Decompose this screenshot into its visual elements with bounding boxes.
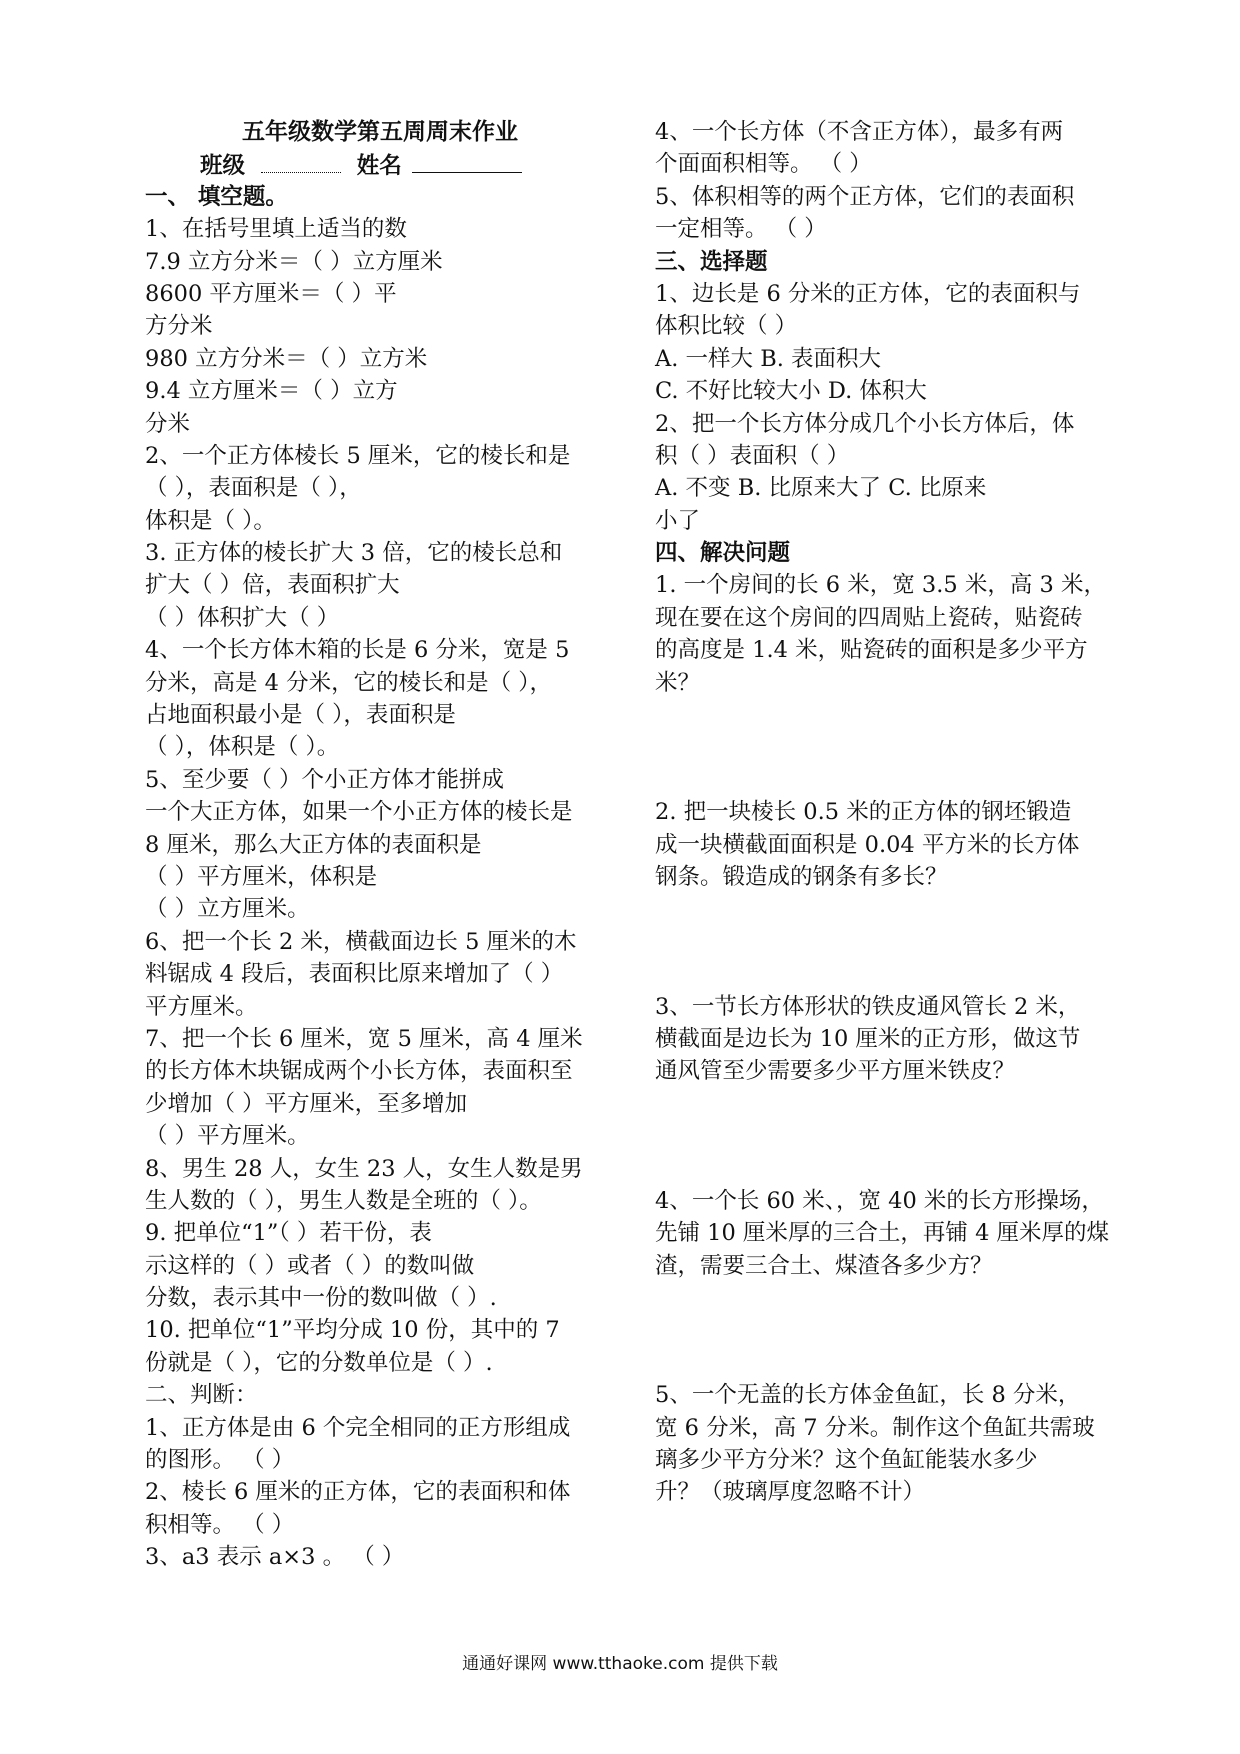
right-line: [655, 764, 1125, 796]
left-line: 7.9 立方分米＝（ ）立方厘米: [145, 248, 443, 275]
right-line: 1. 一个房间的长 6 米，宽 3.5 米，高 3 米，: [655, 572, 1106, 599]
left-line: 8、男生 28 人，女生 23 人，女生人数是男: [145, 1155, 583, 1182]
right-line: 2、把一个长方体分成几个小长方体后，体: [655, 410, 1075, 437]
left-line: 体积是（ ）。: [145, 507, 276, 534]
right-line: [655, 958, 1125, 990]
right-column: [655, 116, 1125, 1509]
right-line: [655, 926, 1125, 958]
name-class-row: [145, 148, 615, 180]
left-line: 示这样的（ ）或者（ ）的数叫做: [145, 1252, 475, 1279]
right-line: 3、一节长方体形状的铁皮通风管长 2 米，: [655, 993, 1081, 1020]
right-line: 2. 把一块棱长 0.5 米的正方体的钢坯锻造: [655, 799, 1072, 826]
left-question-lines: [145, 181, 615, 1574]
left-line: 分米，高是 4 分米，它的棱长和是（ ），: [145, 669, 553, 696]
left-line: 积相等。 （ ）: [145, 1511, 295, 1538]
left-line: 平方厘米。: [145, 993, 258, 1020]
left-line: 5、至少要（ ）个小正方体才能拼成: [145, 766, 504, 793]
right-line: [655, 893, 1125, 925]
right-line: 4、一个长 60 米、，宽 40 米的长方形操场，: [655, 1187, 1104, 1214]
right-line: [655, 1153, 1125, 1185]
left-line: 2、棱长 6 厘米的正方体，它的表面积和体: [145, 1479, 571, 1506]
left-line: 3、a3 表示 a×3 。 （ ）: [145, 1544, 405, 1571]
section-heading: 三、选择题: [655, 248, 768, 275]
left-line: 份就是（ ），它的分数单位是（ ）.: [145, 1349, 493, 1376]
right-line: 宽 6 分米，高 7 分米。制作这个鱼缸共需玻: [655, 1414, 1095, 1441]
right-line: 5、一个无盖的长方体金鱼缸，长 8 分米，: [655, 1382, 1081, 1409]
right-line: 一定相等。 （ ）: [655, 216, 827, 243]
left-line: 方分米: [145, 313, 213, 340]
right-line: 现在要在这个房间的四周贴上瓷砖，贴瓷砖: [655, 604, 1083, 631]
right-line: 升？（玻璃厚度忽略不计）: [655, 1479, 926, 1506]
right-line: C. 不好比较大小 D. 体积大: [655, 378, 927, 405]
left-line: 占地面积最小是（ ），表面积是: [145, 702, 456, 729]
right-line: 个面面积相等。 （ ）: [655, 151, 872, 178]
right-line: 的高度是 1.4 米，贴瓷砖的面积是多少平方: [655, 637, 1088, 664]
class-label: 班级: [200, 153, 246, 180]
left-line: 8 厘米，那么大正方体的表面积是: [145, 831, 482, 858]
right-question-lines: [655, 116, 1125, 1509]
right-line: 成一块横截面面积是 0.04 平方米的长方体: [655, 831, 1080, 858]
left-line: （ ），体积是（ ）。: [145, 734, 340, 761]
page-title: 五年级数学第五周周末作业: [242, 118, 518, 145]
section-heading: 一、 填空题。: [145, 183, 288, 210]
left-line: 二、判断：: [145, 1382, 258, 1409]
right-line: 4、一个长方体（不含正方体），最多有两: [655, 119, 1064, 145]
left-line: 9. 把单位“1”（ ）若干份，表: [145, 1220, 432, 1247]
left-line: 2、一个正方体棱长 5 厘米，它的棱长和是: [145, 442, 571, 469]
right-line: [655, 1120, 1125, 1152]
left-line: 料锯成 4 段后，表面积比原来增加了（ ）: [145, 961, 564, 988]
right-line: 渣，需要三合土、煤渣各多少方？: [655, 1252, 993, 1279]
right-line: 体积比较（ ）: [655, 313, 798, 340]
right-line: 先铺 10 厘米厚的三合土，再铺 4 厘米厚的煤: [655, 1220, 1110, 1247]
left-line: 10. 把单位“1”平均分成 10 份，其中的 7: [145, 1317, 560, 1344]
left-line: 1、正方体是由 6 个完全相同的正方形组成: [145, 1414, 571, 1441]
left-line: 4、一个长方体木箱的长是 6 分米，宽是 5: [145, 637, 570, 664]
right-line: 积（ ）表面积（ ）: [655, 442, 850, 469]
left-line: 的长方体木块锯成两个小长方体，表面积至: [145, 1058, 573, 1085]
right-line: 璃多少平方分米？这个鱼缸能装水多少: [655, 1447, 1038, 1474]
left-line: 980 立方分米＝（ ）立方米: [145, 345, 428, 372]
left-line: 6、把一个长 2 米，横截面边长 5 厘米的木: [145, 928, 577, 955]
left-column: [145, 116, 615, 1574]
right-line: A. 一样大 B. 表面积大: [655, 345, 882, 372]
left-line: 8600 平方厘米＝（ ）平: [145, 280, 397, 307]
right-line: [655, 1282, 1125, 1314]
right-line: [655, 1347, 1125, 1379]
left-line: 1、在括号里填上适当的数: [145, 216, 407, 243]
right-line: [655, 699, 1125, 731]
left-line: 扩大（ ）倍，表面积扩大: [145, 572, 400, 599]
left-line: 少增加（ ）平方厘米，至多增加: [145, 1090, 468, 1117]
left-line: 3. 正方体的棱长扩大 3 倍，它的棱长总和: [145, 540, 563, 567]
left-line: 7、把一个长 6 厘米，宽 5 厘米，高 4 厘米: [145, 1025, 583, 1052]
right-line: 钢条。锻造成的钢条有多长？: [655, 863, 948, 890]
right-line: 5、体积相等的两个正方体，它们的表面积: [655, 183, 1075, 210]
left-line: （ ）立方厘米。: [145, 896, 310, 923]
right-line: 横截面是边长为 10 厘米的正方形，做这节: [655, 1025, 1081, 1052]
footer-credit: 通通好课网 www.tthaoke.com 提供下载: [462, 1654, 778, 1674]
right-line: [655, 1314, 1125, 1346]
right-line: 米？: [655, 669, 701, 696]
section-heading: 四、解决问题: [655, 540, 791, 567]
left-line: 一个大正方体，如果一个小正方体的棱长是: [145, 799, 573, 826]
left-line: （ ）平方厘米，体积是: [145, 863, 378, 890]
name-label: 姓名: [356, 153, 402, 180]
right-line: 1、边长是 6 分米的正方体，它的表面积与: [655, 280, 1081, 307]
right-line: 通风管至少需要多少平方厘米铁皮？: [655, 1058, 1016, 1085]
right-line: [655, 731, 1125, 763]
left-line: （ ），表面积是（ ），: [145, 475, 362, 502]
left-line: 分数，表示其中一份的数叫做（ ）.: [145, 1285, 497, 1312]
left-line: 生人数的（ ），男生人数是全班的（ ）。: [145, 1187, 542, 1214]
left-line: 的图形。 （ ）: [145, 1447, 295, 1474]
class-blank[interactable]: [261, 148, 341, 173]
right-line: A. 不变 B. 比原来大了 C. 比原来: [655, 475, 987, 502]
left-line: （ ）平方厘米。: [145, 1123, 310, 1150]
right-line: [655, 1088, 1125, 1120]
left-line: 分米: [145, 410, 191, 437]
name-blank[interactable]: [412, 148, 522, 173]
left-line: （ ）体积扩大（ ）: [145, 604, 340, 631]
right-line: 小了: [655, 507, 701, 534]
left-line: 9.4 立方厘米＝（ ）立方: [145, 378, 398, 405]
